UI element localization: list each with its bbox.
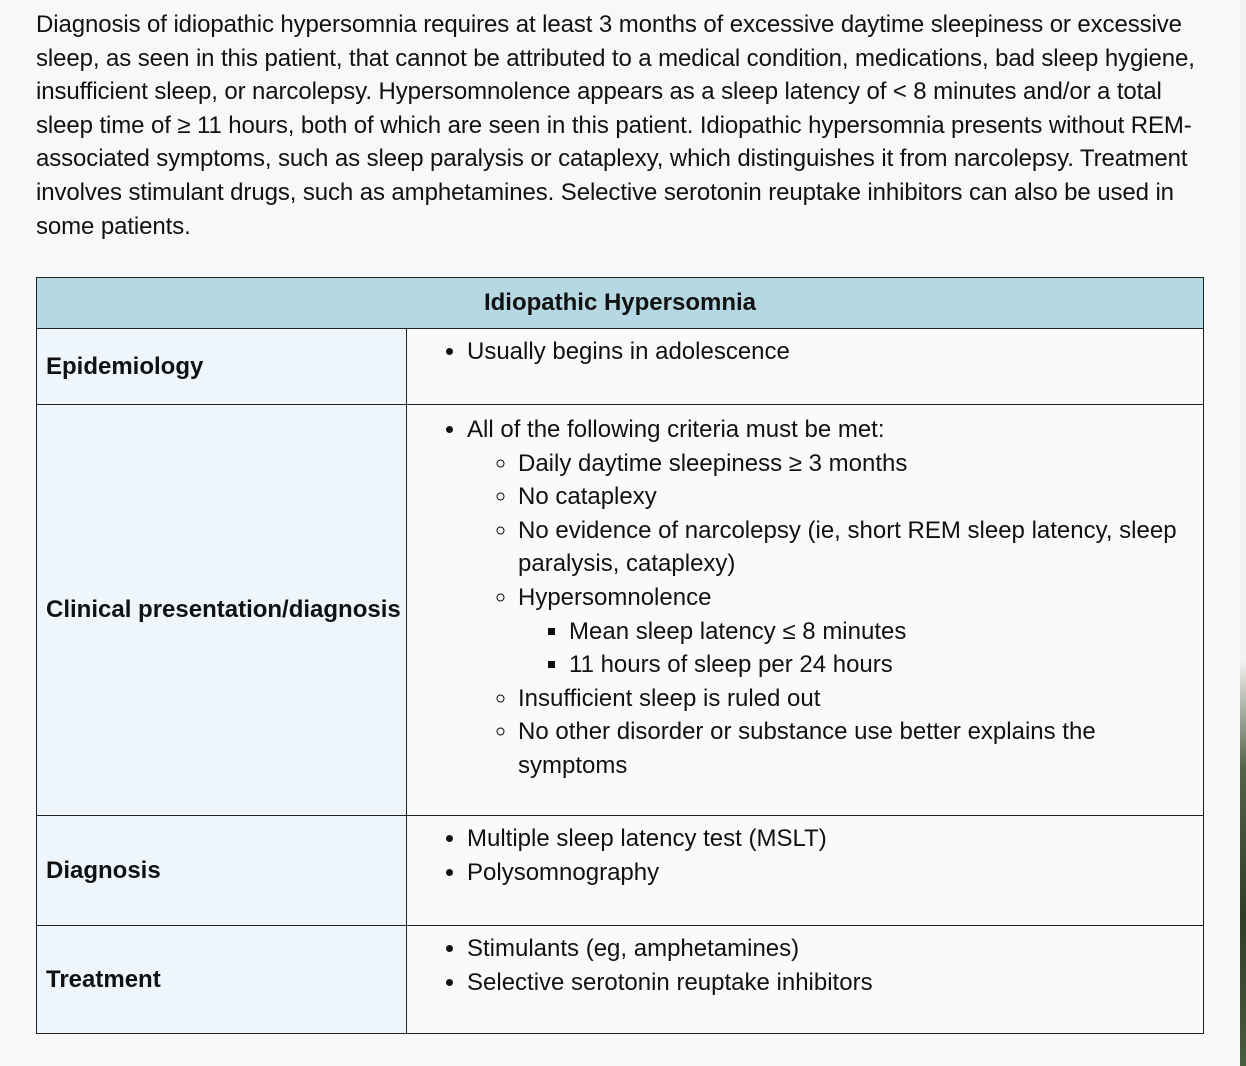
- criteria-item: ◦ No other disorder or substance use better explains the symptoms: [518, 715, 1203, 782]
- table-row: [37, 816, 1204, 926]
- criteria-item: [518, 581, 1203, 682]
- row-label-epidemiology: Epidemiology: [37, 329, 407, 405]
- row-label-clinical: Clinical presentation/diagnosis: [37, 405, 407, 816]
- sub-criteria-item: ▪ Mean sleep latency ≤ 8 minutes: [569, 615, 1203, 649]
- row-body-clinical: [407, 405, 1204, 816]
- table-row: [37, 926, 1204, 1034]
- row-body-epidemiology: [407, 329, 1204, 405]
- list-item: • Stimulants (eg, amphetamines): [467, 932, 1203, 966]
- explanation-section: [36, 8, 1204, 996]
- criteria-item: ◦ Insufficient sleep is ruled out: [518, 682, 1203, 716]
- list-item: • Usually begins in adolescence: [467, 335, 1203, 369]
- criteria-item: ◦ Daily daytime sleepiness ≥ 3 months: [518, 447, 1203, 481]
- row-body-diagnosis: [407, 816, 1204, 926]
- hypersomnolence-label: Hypersomnolence: [518, 583, 712, 611]
- sub-criteria-item: ▪ 11 hours of sleep per 24 hours: [569, 648, 1203, 682]
- criteria-item: ◦ No cataplexy: [518, 480, 1203, 514]
- explanation-paragraph: Diagnosis of idiopathic hypersomnia requires at least 3 months of excessive daytime sleepiness or excessive sleep, as seen in this patient, that cannot be attributed to a medical condition, medications, bad sleep hygiene, insufficient sleep, or narcolepsy. Hypersomnolence appears as a sleep latency of < 8 minutes and/or a total sleep time of ≥ 11 hours, both of which are seen in this patient. Idiopathic hypersomnia presents without REM-associated symptoms, such as sleep paralysis or cataplexy, which distinguishes it from narcolepsy. Treatment involves stimulant drugs, such as amphetamines. Selective serotonin reuptake inhibitors can also be used in some patients.: [36, 11, 1195, 240]
- criteria-item: ◦ No evidence of narcolepsy (ie, short REM sleep latency, sleep paralysis, cataplexy): [518, 514, 1203, 581]
- background-edge-strip: [1240, 0, 1246, 1066]
- table-title: Idiopathic Hypersomnia: [37, 278, 1204, 329]
- row-label-diagnosis: Diagnosis: [37, 816, 407, 926]
- list-item: • Polysomnography: [467, 856, 1203, 890]
- table-row: [37, 405, 1204, 816]
- row-body-treatment: [407, 926, 1204, 1034]
- criteria-intro: All of the following criteria must be met:: [467, 416, 885, 443]
- list-item: • Multiple sleep latency test (MSLT): [467, 822, 1203, 856]
- list-item: [467, 413, 1203, 783]
- table-row: [37, 329, 1204, 405]
- row-label-treatment: Treatment: [37, 926, 407, 1034]
- summary-table: [36, 277, 1204, 1034]
- list-item: • Selective serotonin reuptake inhibitors: [467, 966, 1203, 1000]
